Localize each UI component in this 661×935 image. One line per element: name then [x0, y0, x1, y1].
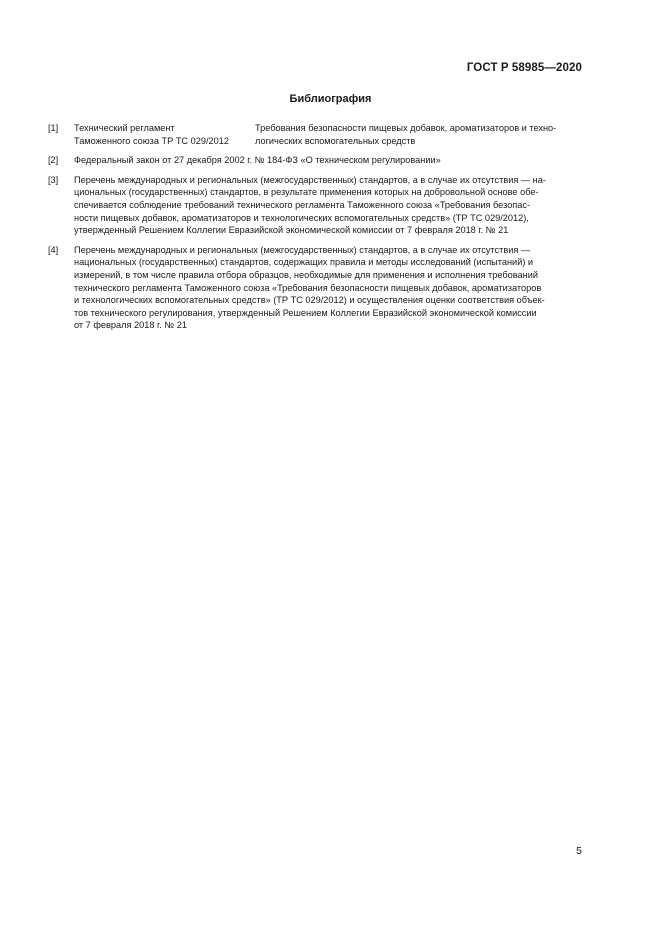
entry-line: измерений, в том числе правила отбора образцов, необходимые для применения и исполнения требований	[74, 269, 538, 280]
bibliography-entry-3	[48, 174, 584, 237]
entry-number: [1]	[48, 123, 59, 133]
entry-line: Требования безопасности пищевых добавок, ароматизаторов и техно-	[255, 123, 557, 133]
entry-line: утвержденный Решением Коллегии Евразийской экономической комиссии от 7 февраля 2018 г. № 21	[74, 225, 509, 236]
entry-description	[255, 122, 584, 147]
bibliography-list	[48, 122, 584, 339]
bibliography-entry-4	[48, 244, 584, 332]
entry-line: логических вспомогательных средств	[255, 135, 416, 146]
entry-line: спечивается соблюдение требований технического регламента Таможенного союза «Требования безопас-	[74, 199, 531, 210]
entry-line: от 7 февраля 2018 г. № 21	[74, 320, 187, 331]
entry-line: и технологических вспомогательных средств» (ТР ТС 029/2012) и осуществления оценки соответствия объек-	[74, 295, 545, 306]
page-number: 5	[576, 845, 582, 857]
section-title: Библиография	[289, 93, 372, 105]
entry-number: [4]	[48, 244, 59, 255]
entry-columns	[74, 122, 584, 147]
entry-text	[74, 154, 584, 167]
entry-number: [2]	[48, 155, 59, 166]
entry-line: национальных (государственных) стандартов, содержащих правила и методы исследований (испытаний) и	[74, 257, 534, 268]
bibliography-entry-1	[48, 122, 584, 147]
entry-number: [3]	[48, 174, 59, 185]
entry-text	[74, 174, 584, 237]
bibliography-entry-2	[48, 154, 584, 167]
entry-line: технического регламента Таможенного союза «Требования безопасности пищевых добавок, ароматизаторов	[74, 282, 542, 293]
entry-line: Перечень международных и региональных (межгосударственных) стандартов, а в случае их отсутствия —	[74, 244, 531, 255]
document-code: ГОСТ Р 58985—2020	[466, 62, 582, 74]
entry-line: ности пищевых добавок, ароматизаторов и технологических вспомогательных средств» (ТР ТС 029/2012),	[74, 212, 529, 223]
entry-line: Таможенного союза ТР ТС 029/2012	[74, 135, 229, 146]
entry-text	[74, 244, 584, 332]
entry-line: Перечень международных и региональных (межгосударственных) стандартов, а в случае их отсутствия — на-	[74, 174, 546, 185]
entry-source	[74, 122, 255, 147]
entry-line: тов технического регулирования, утвержденный Решением Коллегии Евразийской экономической комиссии	[74, 307, 537, 318]
entry-line: Технический регламент	[74, 123, 175, 133]
entry-line: циональных (государственных) стандартов, в результате применения которых на добровольной основе обе-	[74, 187, 539, 198]
entry-line: Федеральный закон от 27 декабря 2002 г. № 184-ФЗ «О техническом регулировании»	[74, 155, 441, 166]
